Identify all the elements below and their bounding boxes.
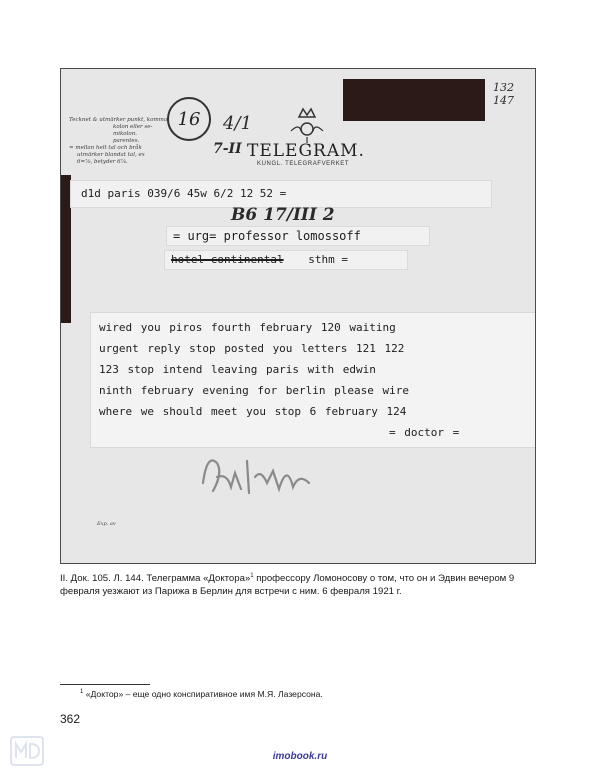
message-line: urgent reply stop posted you letters 121 122 <box>99 342 405 355</box>
blackout-block <box>343 79 485 121</box>
footnote-divider <box>60 684 150 685</box>
handwritten-mark: 4/1 <box>223 113 252 134</box>
page-number: 362 <box>60 712 81 726</box>
message-body <box>91 313 536 447</box>
address-tape-1: = urg= professor lomossoff <box>167 227 429 245</box>
archive-number-handwritten: 132 147 <box>493 81 514 107</box>
handwritten-signature-icon <box>197 443 327 513</box>
telegram-instructions: Tecknet & utmärker punkt, komma, kolon eller se- mikolon. parentes. = mellan helt tal och bråk utmärker blandat tal, ex 6=⅞, betyder 6⅞. <box>69 117 169 165</box>
circled-number: 16 <box>167 97 211 141</box>
message-line: where we should meet you stop 6 february 124 <box>99 405 407 418</box>
telegram-title: TELEGRAM. <box>247 141 365 161</box>
header-tape: d1d paris 039/6 45w 6/2 12 52 = <box>71 181 491 207</box>
reference-handwritten: B6 17/III 2 <box>231 205 335 225</box>
expedition-mark: Exp. av <box>97 521 116 527</box>
address-tape-2: hotel continental sthm = <box>165 251 407 269</box>
message-signature-line: = doctor = <box>389 426 460 439</box>
message-line: 123 stop intend leaving paris with edwin <box>99 363 376 376</box>
handwritten-roman: 7-II <box>213 141 242 157</box>
footnote: $^1$ «Доктор» – еще одно конспиративное имя М.Я. Лазерсона. <box>80 689 323 699</box>
telegram-agency: KUNGL. TELEGRAFVERKET <box>257 161 350 167</box>
left-dark-edge <box>61 175 71 323</box>
figure-caption: II. Док. 105. Л. 144. Телеграмма «Доктора»$^1$ профессору Ломоносову о том, что он и Эдвин вечером 9 февраля уезжают из Парижа в Берлин для встречи с ним. 6 февраля 1921 г. <box>60 573 515 598</box>
message-line: ninth february evening for berlin please wire <box>99 384 410 397</box>
message-line: wired you piros fourth february 120 waiting <box>99 321 396 334</box>
telegram-scan <box>60 68 536 564</box>
site-link[interactable]: imobook.ru <box>272 751 328 762</box>
crown-crest-icon <box>287 105 327 145</box>
